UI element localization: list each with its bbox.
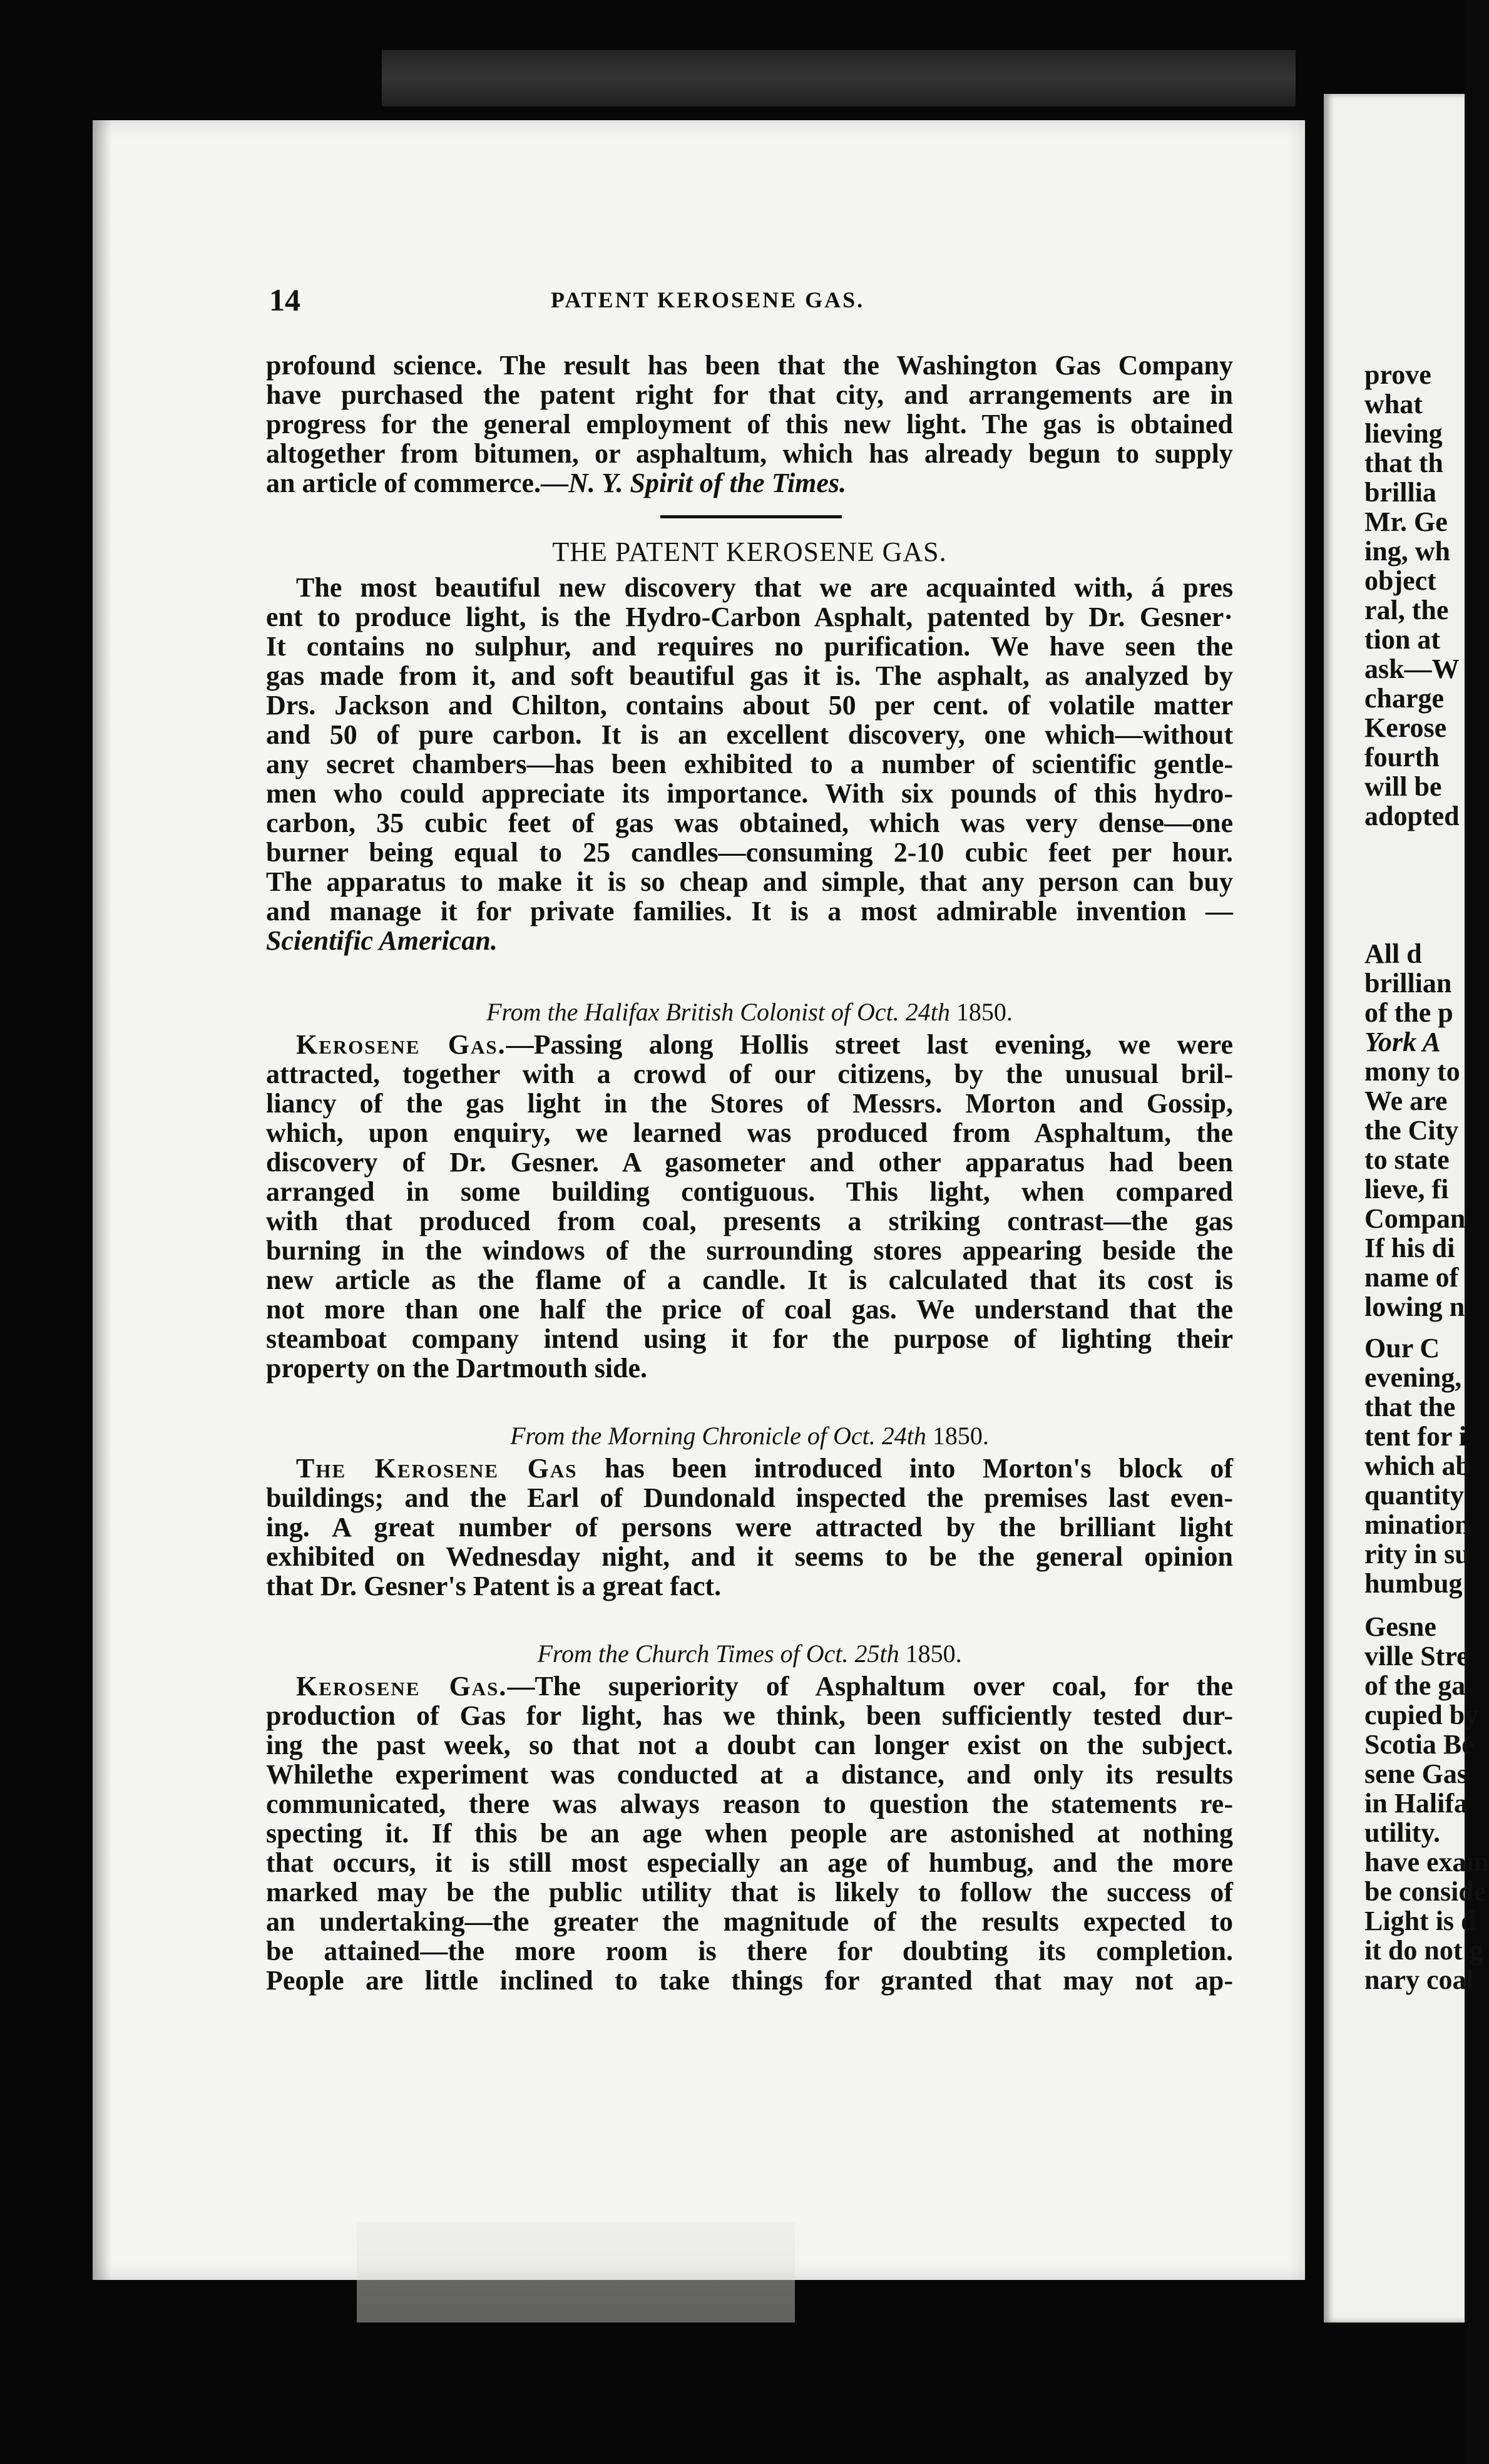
text-line-last <box>266 468 1233 498</box>
source-name: From the Morning Chronicle of Oct. 24th <box>510 1422 926 1450</box>
text-line: profound science. The result has been that the Washington Gas Company <box>266 350 1233 381</box>
facing-page-line: will be <box>1364 771 1442 802</box>
text-line: property on the Dartmouth side. <box>266 1353 648 1383</box>
facing-page-line: it do not g <box>1364 1935 1483 1966</box>
facing-page-line: tion at <box>1364 624 1440 655</box>
facing-page-line: ral, the <box>1364 595 1449 625</box>
text-line: any secret chambers—has been exhibited to a number of scientific gentle- <box>266 749 1233 779</box>
facing-page-line: lowing n <box>1364 1291 1465 1322</box>
facing-page-line: have exam <box>1364 1847 1489 1877</box>
facing-page-line: sene Gas <box>1364 1758 1468 1789</box>
text-line: have purchased the patent right for that city, and arrangements are in <box>266 379 1233 410</box>
facing-page-line: brillian <box>1364 968 1452 998</box>
page-gutter-shadow <box>93 120 111 2280</box>
running-title: PATENT KEROSENE GAS. <box>551 287 865 312</box>
text-fragment: an article of commerce.— <box>266 468 568 498</box>
facing-page-line: humbug <box>1364 1568 1463 1599</box>
facing-page-line: be conside <box>1364 1876 1486 1907</box>
article-lead: Kerosene Gas. <box>296 1029 506 1060</box>
text-line: burning in the windows of the surrounding stores appearing beside the <box>266 1235 1233 1266</box>
text-line: that Dr. Gesner's Patent is a great fact. <box>266 1571 722 1601</box>
facing-page-line: ing, wh <box>1364 536 1450 567</box>
facing-page-line: utility. <box>1364 1817 1441 1848</box>
facing-page-line: mony to <box>1364 1056 1460 1087</box>
facing-page-line: evening, <box>1364 1362 1462 1393</box>
text-line: discovery of Dr. Gesner. A gasometer and other apparatus had been <box>266 1147 1233 1178</box>
text-line: exhibited on Wednesday night, and it seems to be the general opinion <box>266 1541 1233 1572</box>
facing-page-line: mination <box>1364 1509 1470 1540</box>
text-line <box>266 1454 1233 1484</box>
source-year: 1850. <box>956 998 1013 1026</box>
facing-page-line: of the p <box>1364 997 1453 1028</box>
facing-page-line: All d <box>1364 938 1422 969</box>
facing-page-line: charge <box>1364 683 1445 714</box>
facing-page-line: quantity <box>1364 1480 1464 1511</box>
source-citation: Scientific American. <box>266 925 498 956</box>
text-line <box>266 1030 1233 1060</box>
text-line: Whilethe experiment was conducted at a distance, and only its results <box>266 1759 1233 1790</box>
facing-page-line: which ab <box>1364 1450 1471 1481</box>
text-line: new article as the flame of a candle. It is calculated that its cost is <box>266 1265 1233 1295</box>
facing-page-line: Kerose <box>1364 712 1447 743</box>
facing-page-line: York A <box>1364 1027 1441 1057</box>
facing-page-line: Compan <box>1364 1203 1466 1234</box>
article-lead: The Kerosene Gas <box>296 1453 578 1484</box>
text-line: The most beautiful new discovery that we are acquainted with, á pres <box>296 572 1233 603</box>
facing-page-line: brillia <box>1364 477 1436 508</box>
facing-page-line: Light is d <box>1364 1906 1476 1936</box>
facing-page-line: tent for i <box>1364 1421 1466 1452</box>
facing-page-line: prove <box>1364 359 1431 390</box>
text-line: ing the past week, so that not a doubt can longer exist on the subject. <box>266 1730 1233 1760</box>
source-year: 1850. <box>905 1640 962 1668</box>
text-line: specting it. If this be an age when people are astonished at nothing <box>266 1818 1233 1849</box>
text-line: an undertaking—the greater the magnitude of the results expected to <box>266 1906 1233 1937</box>
text-line: gas made from it, and soft beautiful gas it is. The asphalt, as analyzed by <box>266 660 1233 691</box>
text-line: steamboat company intend using it for the purpose of lighting their <box>266 1323 1233 1354</box>
text-fragment: —Passing along Hollis street last evening, we were <box>506 1029 1233 1060</box>
facing-page-line: that the <box>1364 1392 1456 1422</box>
text-line: It contains no sulphur, and requires no purification. We have seen the <box>266 631 1233 662</box>
text-line: and manage it for private families. It is a most admirable invention — <box>266 896 1233 927</box>
facing-page-line: Our C <box>1364 1333 1440 1363</box>
facing-page <box>1324 94 1465 2323</box>
page-number: 14 <box>269 282 300 317</box>
source-line <box>266 1639 1233 1668</box>
facing-page-line: We are <box>1364 1086 1448 1116</box>
text-line: Drs. Jackson and Chilton, contains about 50 per cent. of volatile matter <box>266 690 1233 721</box>
text-line: marked may be the public utility that is likely to follow the success of <box>266 1877 1233 1907</box>
article-lead: Kerosene Gas. <box>296 1671 508 1702</box>
text-line: production of Gas for light, has we think, been sufficiently tested dur- <box>266 1700 1233 1731</box>
text-line: The apparatus to make it is so cheap and simple, that any person can buy <box>266 866 1233 897</box>
text-line: which, upon enquiry, we learned was produced from Asphaltum, the <box>266 1117 1233 1148</box>
text-line: buildings; and the Earl of Dundonald inspected the premises last even- <box>266 1482 1233 1513</box>
source-line <box>266 997 1233 1027</box>
text-line: and 50 of pure carbon. It is an excellent discovery, one which—without <box>266 719 1233 750</box>
facing-page-line: If his di <box>1364 1233 1455 1263</box>
text-line: ing. A great number of persons were attracted by the brilliant light <box>266 1512 1233 1543</box>
text-line: liancy of the gas light in the Stores of Messrs. Morton and Gossip, <box>266 1088 1233 1119</box>
text-line: that occurs, it is still most especially an age of humbug, and the more <box>266 1847 1233 1878</box>
facing-page-line: ville Stre <box>1364 1641 1469 1671</box>
bleed-through-block <box>357 2222 795 2323</box>
source-citation: N. Y. Spirit of the Times. <box>568 468 847 498</box>
source-line <box>266 1421 1233 1450</box>
text-line: progress for the general employment of this new light. The gas is obtained <box>266 409 1233 439</box>
facing-page-line: Mr. Ge <box>1364 506 1448 537</box>
text-line: not more than one half the price of coal gas. We understand that the <box>266 1294 1233 1325</box>
facing-page-line: rity in su <box>1364 1539 1470 1569</box>
text-line <box>266 1671 1233 1702</box>
facing-page-line: to state <box>1364 1144 1450 1175</box>
text-line: altogether from bitumen, or asphaltum, which has already begun to supply <box>266 438 1233 469</box>
facing-page-line: Gesne <box>1364 1611 1436 1642</box>
facing-page-line: of the ga <box>1364 1670 1466 1701</box>
text-line: with that produced from coal, presents a striking contrast—the gas <box>266 1206 1233 1236</box>
facing-page-line: adopted <box>1364 801 1460 831</box>
source-name: From the Halifax British Colonist of Oct. 24th <box>486 998 950 1026</box>
text-fragment: has been introduced into Morton's block of <box>577 1453 1234 1484</box>
facing-page-line: lieve, fi <box>1364 1174 1449 1204</box>
text-line: People are little inclined to take things for granted that may not ap- <box>266 1965 1233 1996</box>
facing-page-line: cupied by <box>1364 1700 1479 1730</box>
facing-page-line: lieving <box>1364 418 1443 449</box>
text-fragment: —The superiority of Asphaltum over coal, for the <box>507 1671 1233 1702</box>
source-year: 1850. <box>932 1422 989 1450</box>
text-line: communicated, there was always reason to question the statements re- <box>266 1789 1233 1819</box>
text-line: carbon, 35 cubic feet of gas was obtained, which was very dense—one <box>266 808 1233 838</box>
main-text-column <box>266 275 1233 2003</box>
facing-page-line: name of <box>1364 1262 1459 1293</box>
facing-page-line: what <box>1364 389 1423 419</box>
facing-page-line: nary coal <box>1364 1964 1474 1995</box>
facing-page-line: the City <box>1364 1115 1459 1146</box>
facing-page-line: ask—W <box>1364 654 1460 684</box>
text-line: burner being equal to 25 candles—consuming 2-10 cubic feet per hour. <box>266 837 1233 868</box>
facing-page-line: fourth <box>1364 742 1440 773</box>
bleed-through-strip <box>382 50 1296 106</box>
facing-page-line: Scotia Be <box>1364 1729 1474 1760</box>
source-name: From the Church Times of Oct. 25th <box>537 1640 899 1668</box>
text-line: ent to produce light, is the Hydro-Carbon Asphalt, patented by Dr. Gesner· <box>266 602 1233 632</box>
facing-page-line: that th <box>1364 448 1443 478</box>
section-rule <box>660 515 842 518</box>
text-line: arranged in some building contiguous. This light, when compared <box>266 1176 1233 1207</box>
text-line: attracted, together with a crowd of our citizens, by the unusual bril- <box>266 1059 1233 1089</box>
facing-page-line: in Halifa <box>1364 1788 1468 1819</box>
text-line: men who could appreciate its importance. With six pounds of this hydro- <box>266 778 1233 809</box>
text-line: be attained—the more room is there for doubting its completion. <box>266 1936 1233 1966</box>
section-heading: THE PATENT KEROSENE GAS. <box>552 536 947 567</box>
facing-page-line: object <box>1364 565 1436 596</box>
